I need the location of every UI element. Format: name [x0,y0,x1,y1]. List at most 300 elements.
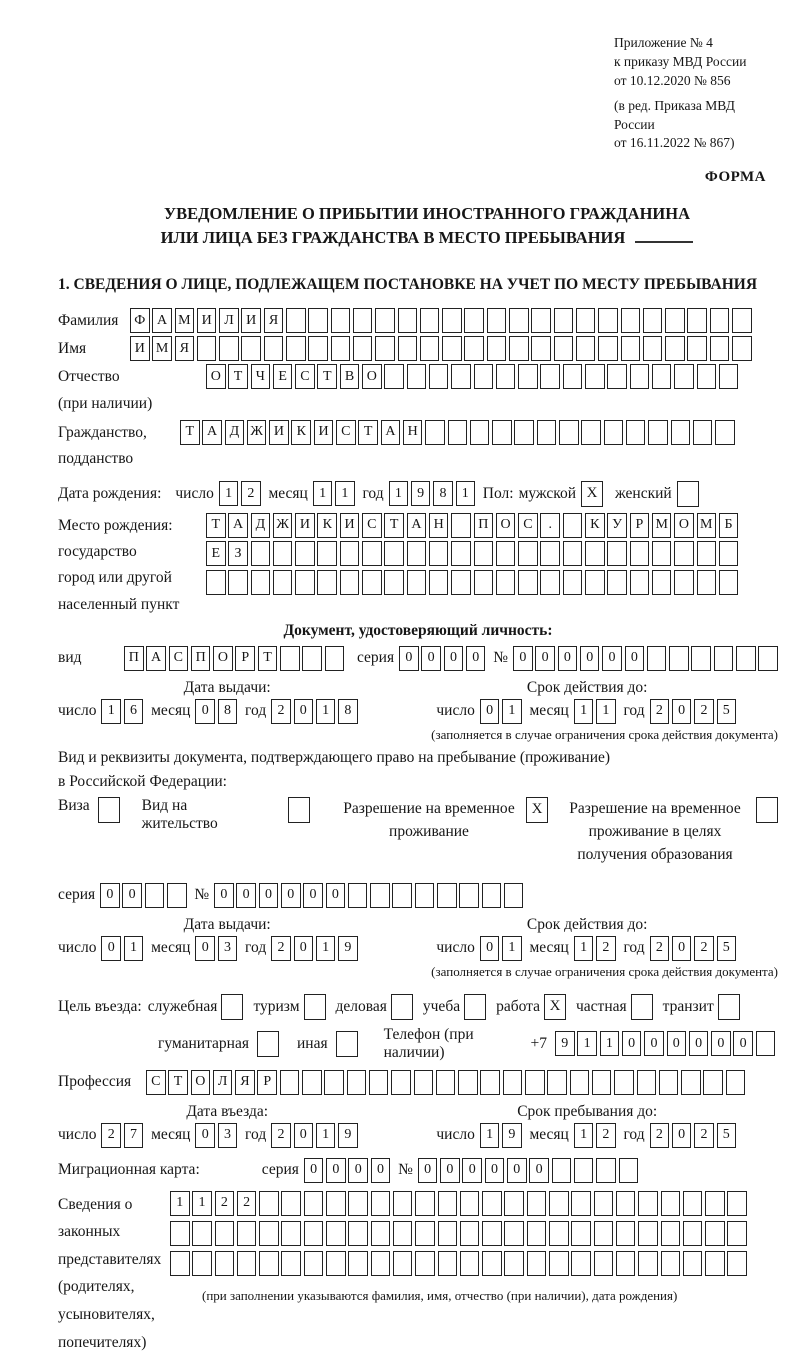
char-box[interactable]: М [152,336,172,361]
char-box[interactable] [732,308,752,333]
char-box[interactable] [697,541,717,566]
char-box[interactable] [304,1221,324,1246]
char-box[interactable] [598,308,618,333]
char-box[interactable]: Я [175,336,195,361]
char-box[interactable]: С [336,420,356,445]
char-box[interactable]: 1 [574,936,594,961]
purpose-tourism-checkbox[interactable] [304,994,326,1020]
char-box[interactable] [286,308,306,333]
char-box[interactable] [496,570,516,595]
char-box[interactable]: 1 [596,699,616,724]
char-box[interactable] [281,1191,301,1216]
purpose-transit-checkbox[interactable] [718,994,740,1020]
char-box[interactable]: А [228,513,248,538]
char-box[interactable] [687,308,707,333]
char-box[interactable] [317,570,337,595]
char-box[interactable] [280,646,300,671]
temp-residence-checkbox[interactable]: X [526,797,548,823]
char-box[interactable]: 3 [218,1123,238,1148]
char-box[interactable] [616,1191,636,1216]
char-box[interactable] [348,1191,368,1216]
char-box[interactable] [585,364,605,389]
char-box[interactable]: С [295,364,315,389]
char-box[interactable] [414,1070,434,1095]
char-box[interactable] [451,513,471,538]
char-box[interactable]: 0 [529,1158,549,1183]
char-box[interactable] [460,1251,480,1276]
char-box[interactable]: 2 [650,936,670,961]
char-box[interactable] [693,420,713,445]
char-box[interactable]: 0 [294,699,314,724]
char-box[interactable] [661,1221,681,1246]
char-box[interactable] [527,1251,547,1276]
char-box[interactable]: О [674,513,694,538]
char-box[interactable]: Я [235,1070,255,1095]
char-box[interactable]: А [152,308,172,333]
char-box[interactable] [705,1221,725,1246]
char-box[interactable]: 9 [338,936,358,961]
char-box[interactable] [362,541,382,566]
char-box[interactable] [197,336,217,361]
char-box[interactable] [592,1070,612,1095]
char-box[interactable] [482,883,502,908]
char-box[interactable]: 0 [480,936,500,961]
char-box[interactable] [714,646,734,671]
char-box[interactable]: О [213,646,233,671]
char-box[interactable] [719,570,739,595]
char-box[interactable] [348,1221,368,1246]
char-box[interactable] [286,336,306,361]
char-box[interactable] [674,541,694,566]
char-box[interactable]: 0 [558,646,578,671]
char-box[interactable]: Т [180,420,200,445]
char-box[interactable]: 0 [101,936,121,961]
char-box[interactable]: К [317,513,337,538]
char-box[interactable] [726,1070,746,1095]
char-box[interactable]: Ч [251,364,271,389]
char-box[interactable]: 2 [596,1123,616,1148]
char-box[interactable]: 0 [507,1158,527,1183]
char-box[interactable]: Б [719,513,739,538]
char-box[interactable]: Н [403,420,423,445]
char-box[interactable] [145,883,165,908]
char-box[interactable] [273,541,293,566]
char-box[interactable]: 0 [294,1123,314,1148]
char-box[interactable]: 9 [338,1123,358,1148]
char-box[interactable]: И [130,336,150,361]
temp-residence-education-checkbox[interactable] [756,797,778,823]
char-box[interactable] [626,420,646,445]
char-box[interactable]: 0 [580,646,600,671]
char-box[interactable]: 9 [502,1123,522,1148]
char-box[interactable] [509,308,529,333]
char-box[interactable] [619,1158,639,1183]
char-box[interactable] [325,646,345,671]
char-box[interactable] [206,570,226,595]
char-box[interactable] [228,570,248,595]
char-box[interactable] [470,420,490,445]
char-box[interactable] [504,1221,524,1246]
char-box[interactable]: 5 [717,936,737,961]
char-box[interactable]: Т [384,513,404,538]
char-box[interactable] [637,1070,657,1095]
char-box[interactable] [384,570,404,595]
char-box[interactable] [451,364,471,389]
char-box[interactable] [407,364,427,389]
char-box[interactable] [251,541,271,566]
char-box[interactable] [448,420,468,445]
char-box[interactable]: 8 [433,481,453,506]
char-box[interactable] [503,1070,523,1095]
char-box[interactable] [504,1251,524,1276]
char-box[interactable]: 0 [602,646,622,671]
char-box[interactable] [638,1191,658,1216]
char-box[interactable] [331,336,351,361]
char-box[interactable] [552,1158,572,1183]
char-box[interactable] [518,570,538,595]
char-box[interactable] [317,541,337,566]
char-box[interactable] [630,541,650,566]
char-box[interactable] [638,1251,658,1276]
char-box[interactable]: 2 [237,1191,257,1216]
char-box[interactable] [259,1191,279,1216]
char-box[interactable]: 3 [218,936,238,961]
char-box[interactable]: С [518,513,538,538]
char-box[interactable] [393,1191,413,1216]
char-box[interactable] [437,883,457,908]
char-box[interactable]: 2 [241,481,261,506]
char-box[interactable]: 0 [326,1158,346,1183]
char-box[interactable]: Т [206,513,226,538]
char-box[interactable]: О [496,513,516,538]
char-box[interactable] [308,336,328,361]
char-box[interactable] [563,541,583,566]
char-box[interactable]: 2 [650,699,670,724]
char-box[interactable] [652,364,672,389]
char-box[interactable] [594,1251,614,1276]
char-box[interactable] [340,541,360,566]
char-box[interactable] [674,364,694,389]
char-box[interactable]: С [362,513,382,538]
char-box[interactable]: 0 [667,1031,687,1056]
char-box[interactable]: И [295,513,315,538]
char-box[interactable] [302,646,322,671]
char-box[interactable] [398,308,418,333]
char-box[interactable] [308,308,328,333]
char-box[interactable]: Л [219,308,239,333]
char-box[interactable]: 1 [170,1191,190,1216]
residence-permit-checkbox[interactable] [288,797,310,823]
char-box[interactable] [438,1251,458,1276]
char-box[interactable] [571,1191,591,1216]
char-box[interactable] [429,570,449,595]
char-box[interactable] [384,364,404,389]
char-box[interactable] [429,541,449,566]
char-box[interactable]: Е [206,541,226,566]
char-box[interactable]: Я [264,308,284,333]
char-box[interactable] [585,541,605,566]
char-box[interactable]: 1 [502,936,522,961]
char-box[interactable]: 2 [694,936,714,961]
char-box[interactable] [371,1251,391,1276]
char-box[interactable]: . [540,513,560,538]
char-box[interactable] [442,308,462,333]
char-box[interactable] [259,1251,279,1276]
char-box[interactable] [192,1221,212,1246]
char-box[interactable]: 0 [672,936,692,961]
char-box[interactable]: А [381,420,401,445]
char-box[interactable] [451,570,471,595]
char-box[interactable] [362,570,382,595]
char-box[interactable] [683,1251,703,1276]
char-box[interactable]: 0 [462,1158,482,1183]
char-box[interactable]: И [241,308,261,333]
char-box[interactable] [438,1191,458,1216]
char-box[interactable]: М [697,513,717,538]
char-box[interactable]: И [269,420,289,445]
char-box[interactable]: 1 [577,1031,597,1056]
char-box[interactable] [496,364,516,389]
char-box[interactable]: Ж [247,420,267,445]
char-box[interactable] [482,1191,502,1216]
char-box[interactable] [537,420,557,445]
char-box[interactable] [429,364,449,389]
char-box[interactable] [281,1221,301,1246]
purpose-official-checkbox[interactable] [221,994,243,1020]
char-box[interactable]: 0 [195,936,215,961]
char-box[interactable] [756,1031,776,1056]
char-box[interactable] [326,1191,346,1216]
char-box[interactable] [683,1221,703,1246]
char-box[interactable] [596,1158,616,1183]
char-box[interactable] [665,308,685,333]
char-box[interactable] [547,1070,567,1095]
purpose-study-checkbox[interactable] [464,994,486,1020]
char-box[interactable]: О [206,364,226,389]
char-box[interactable] [375,336,395,361]
char-box[interactable] [420,308,440,333]
char-box[interactable]: 1 [316,699,336,724]
char-box[interactable] [540,570,560,595]
char-box[interactable] [460,1191,480,1216]
char-box[interactable] [661,1191,681,1216]
char-box[interactable] [604,420,624,445]
char-box[interactable]: 1 [480,1123,500,1148]
char-box[interactable] [460,1221,480,1246]
char-box[interactable]: И [340,513,360,538]
char-box[interactable]: 0 [421,646,441,671]
char-box[interactable] [487,308,507,333]
char-box[interactable] [458,1070,478,1095]
char-box[interactable] [574,1158,594,1183]
sex-male-checkbox[interactable]: X [581,481,603,507]
char-box[interactable] [480,1070,500,1095]
char-box[interactable] [540,541,560,566]
char-box[interactable] [280,1070,300,1095]
char-box[interactable]: 0 [711,1031,731,1056]
char-box[interactable]: 0 [236,883,256,908]
char-box[interactable]: 0 [733,1031,753,1056]
char-box[interactable] [554,308,574,333]
char-box[interactable] [348,883,368,908]
char-box[interactable]: 8 [338,699,358,724]
char-box[interactable] [482,1221,502,1246]
char-box[interactable]: 0 [195,1123,215,1148]
char-box[interactable]: 0 [535,646,555,671]
char-box[interactable] [474,364,494,389]
char-box[interactable] [393,1221,413,1246]
char-box[interactable] [527,1191,547,1216]
sex-female-checkbox[interactable] [677,481,699,507]
char-box[interactable] [527,1221,547,1246]
title-blank-underline[interactable] [635,241,693,243]
purpose-humanitarian-checkbox[interactable] [257,1031,279,1057]
char-box[interactable] [616,1221,636,1246]
char-box[interactable] [392,883,412,908]
char-box[interactable] [393,1251,413,1276]
char-box[interactable] [665,336,685,361]
char-box[interactable] [652,541,672,566]
char-box[interactable] [710,336,730,361]
char-box[interactable]: 2 [271,936,291,961]
char-box[interactable]: С [169,646,189,671]
char-box[interactable]: Р [257,1070,277,1095]
char-box[interactable] [727,1191,747,1216]
char-box[interactable]: 1 [335,481,355,506]
char-box[interactable] [371,1221,391,1246]
purpose-other-checkbox[interactable] [336,1031,358,1057]
char-box[interactable]: 2 [694,1123,714,1148]
char-box[interactable] [407,541,427,566]
char-box[interactable] [425,420,445,445]
char-box[interactable]: 8 [218,699,238,724]
char-box[interactable]: 5 [717,699,737,724]
char-box[interactable]: 0 [326,883,346,908]
char-box[interactable] [554,336,574,361]
char-box[interactable] [549,1191,569,1216]
char-box[interactable]: А [202,420,222,445]
char-box[interactable] [563,364,583,389]
char-box[interactable]: 1 [316,1123,336,1148]
char-box[interactable]: 0 [304,1158,324,1183]
char-box[interactable] [518,364,538,389]
char-box[interactable] [302,1070,322,1095]
char-box[interactable] [504,883,524,908]
char-box[interactable] [549,1251,569,1276]
char-box[interactable]: 0 [444,646,464,671]
char-box[interactable]: 0 [513,646,533,671]
char-box[interactable]: Р [630,513,650,538]
char-box[interactable] [719,541,739,566]
char-box[interactable] [727,1251,747,1276]
char-box[interactable]: 0 [294,936,314,961]
char-box[interactable]: М [175,308,195,333]
char-box[interactable]: 1 [389,481,409,506]
char-box[interactable]: 1 [456,481,476,506]
char-box[interactable] [237,1221,257,1246]
char-box[interactable] [703,1070,723,1095]
char-box[interactable]: 0 [485,1158,505,1183]
purpose-work-checkbox[interactable]: X [544,994,566,1020]
char-box[interactable] [504,1191,524,1216]
char-box[interactable]: П [474,513,494,538]
char-box[interactable] [719,364,739,389]
char-box[interactable]: 0 [440,1158,460,1183]
char-box[interactable] [576,336,596,361]
char-box[interactable] [671,420,691,445]
char-box[interactable]: 0 [399,646,419,671]
char-box[interactable] [459,883,479,908]
char-box[interactable]: 1 [313,481,333,506]
char-box[interactable] [391,1070,411,1095]
char-box[interactable] [732,336,752,361]
char-box[interactable] [415,1251,435,1276]
char-box[interactable] [514,420,534,445]
char-box[interactable] [259,1221,279,1246]
char-box[interactable]: П [191,646,211,671]
char-box[interactable] [585,570,605,595]
char-box[interactable]: 0 [689,1031,709,1056]
purpose-business-checkbox[interactable] [391,994,413,1020]
char-box[interactable]: Т [258,646,278,671]
char-box[interactable]: С [146,1070,166,1095]
char-box[interactable] [264,336,284,361]
char-box[interactable]: В [340,364,360,389]
char-box[interactable]: 0 [371,1158,391,1183]
char-box[interactable] [237,1251,257,1276]
char-box[interactable] [215,1251,235,1276]
char-box[interactable] [304,1251,324,1276]
char-box[interactable]: 1 [574,699,594,724]
char-box[interactable] [170,1251,190,1276]
char-box[interactable]: 0 [303,883,323,908]
char-box[interactable] [607,541,627,566]
char-box[interactable] [705,1191,725,1216]
char-box[interactable] [630,570,650,595]
char-box[interactable]: 0 [672,1123,692,1148]
char-box[interactable] [273,570,293,595]
char-box[interactable] [326,1221,346,1246]
char-box[interactable] [652,570,672,595]
char-box[interactable] [727,1221,747,1246]
char-box[interactable] [369,1070,389,1095]
char-box[interactable]: 2 [271,699,291,724]
char-box[interactable] [571,1251,591,1276]
char-box[interactable]: 2 [650,1123,670,1148]
char-box[interactable]: 6 [124,699,144,724]
char-box[interactable]: 9 [411,481,431,506]
char-box[interactable]: 0 [122,883,142,908]
char-box[interactable]: 0 [214,883,234,908]
char-box[interactable]: 0 [480,699,500,724]
char-box[interactable] [347,1070,367,1095]
char-box[interactable] [442,336,462,361]
char-box[interactable]: 1 [219,481,239,506]
char-box[interactable]: 0 [418,1158,438,1183]
char-box[interactable] [170,1221,190,1246]
char-box[interactable] [598,336,618,361]
char-box[interactable]: Е [273,364,293,389]
char-box[interactable] [192,1251,212,1276]
char-box[interactable] [683,1191,703,1216]
char-box[interactable] [487,336,507,361]
char-box[interactable] [384,541,404,566]
char-box[interactable] [295,541,315,566]
char-box[interactable] [705,1251,725,1276]
char-box[interactable]: 7 [124,1123,144,1148]
char-box[interactable] [407,570,427,595]
char-box[interactable] [340,570,360,595]
